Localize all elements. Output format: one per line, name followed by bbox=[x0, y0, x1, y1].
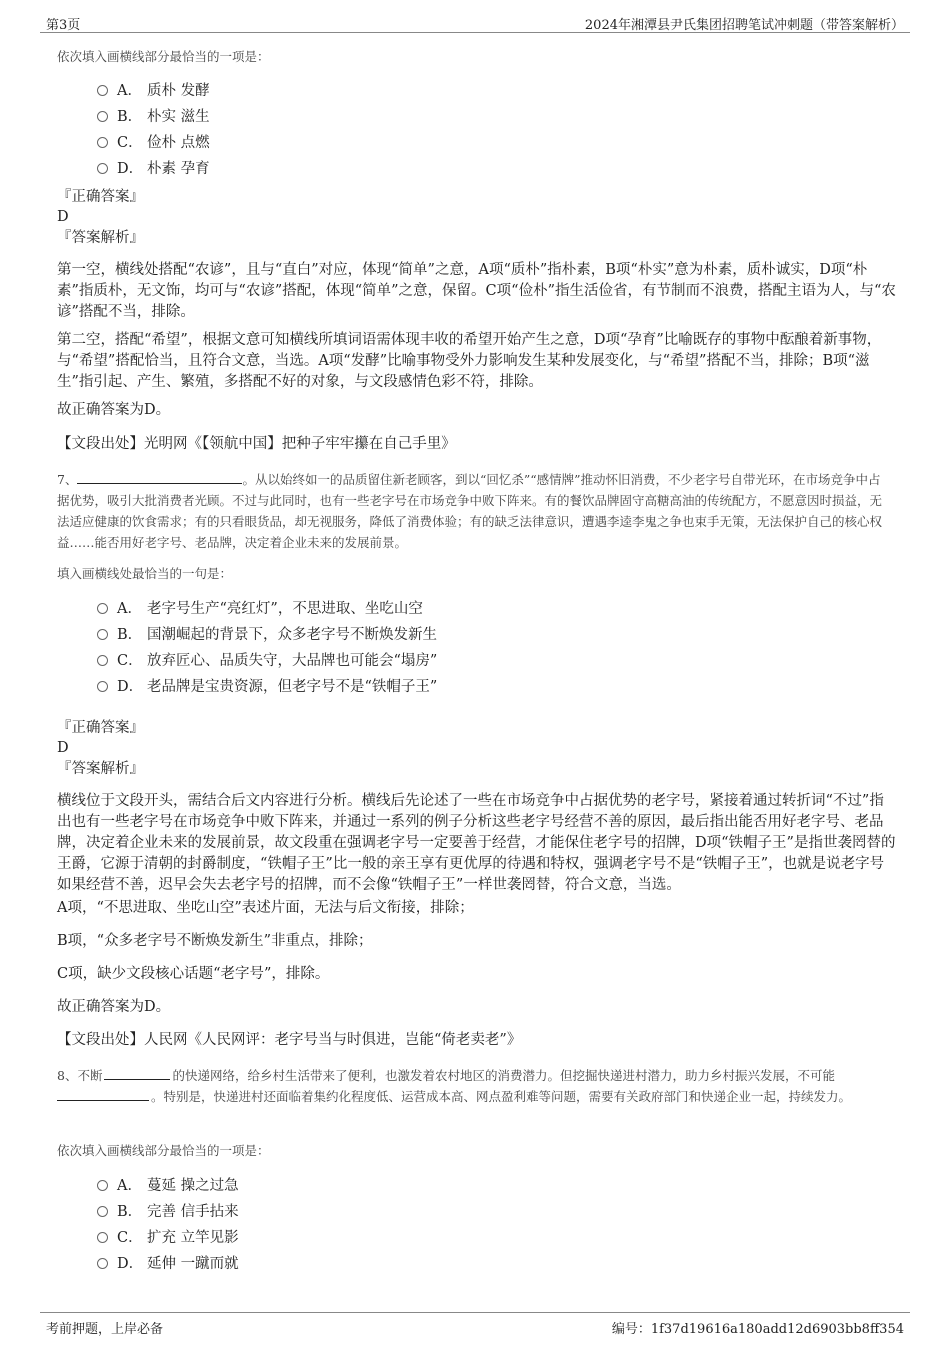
footer-slogan: 考前押题，上岸必备 bbox=[46, 1322, 164, 1337]
radio-icon[interactable] bbox=[97, 163, 108, 174]
answer-label: 『正确答案』 bbox=[57, 720, 144, 736]
answer-value: D bbox=[57, 209, 69, 225]
q8-option-c[interactable]: C． 扩充 立竿见影 bbox=[97, 1227, 239, 1249]
answer-label: 『正确答案』 bbox=[57, 189, 144, 205]
q6-option-b[interactable]: B． 朴实 滋生 bbox=[97, 106, 210, 128]
q7-option-a[interactable]: A． 老字号生产“亮红灯”，不思进取、坐吃山空 bbox=[97, 598, 423, 620]
source-citation: 【文段出处】人民网《人民网评：老字号当与时俱进，岂能“倚老卖老”》 bbox=[57, 1032, 522, 1048]
analysis-paragraph: 第二空，搭配“希望”，根据文意可知横线所填词语需体现丰收的希望开始产生之意，D项“孕育”比喻既存的事物中酝酿着新事物，与“希望”搭配恰当，且符合文意，当选。A项“发酵”比喻事物受外力影响发生某种发展变化，与“希望”搭配不当，排除；B项“滋生”指引起、产生、繁殖，多搭配不好的对象，与文段感情色彩不符，排除。 bbox=[57, 332, 882, 390]
analysis-label: 『答案解析』 bbox=[57, 761, 144, 777]
radio-icon[interactable] bbox=[97, 85, 108, 96]
analysis-paragraph: A项，“不思进取、坐吃山空”表述片面，无法与后文衔接，排除； bbox=[57, 900, 474, 916]
radio-icon[interactable] bbox=[97, 603, 108, 614]
q8-option-d[interactable]: D． 延伸 一蹴而就 bbox=[97, 1253, 239, 1275]
radio-icon[interactable] bbox=[97, 111, 108, 122]
fill-blank bbox=[104, 1065, 170, 1080]
fill-blank bbox=[57, 1086, 149, 1101]
q7-stem: 7、 。从以始终如一的品质留住新老顾客，到以“回忆杀”“感情牌”推动怀旧消费，不少老字号自带光环，在市场竞争中占据优势，吸引大批消费者光顾。不过与此同时，也有一些老字号在市场竞争中败下阵来。有的餐饮品牌固守高糖高油的传统配方，不愿意因时损益，无法适应健康的饮食需求；有的只看眼货品，却无视服务，降低了消费体验；有的缺乏法律意识，遭遇李逵李鬼之争也束手无策，无法保护自己的核心权益……能否用好老字号、老品牌，决定着企业未来的发展前景。 bbox=[57, 469, 893, 553]
radio-icon[interactable] bbox=[97, 137, 108, 148]
q7-option-b[interactable]: B． 国潮崛起的背景下，众多老字号不断焕发新生 bbox=[97, 624, 437, 646]
radio-icon[interactable] bbox=[97, 655, 108, 666]
radio-icon[interactable] bbox=[97, 1232, 108, 1243]
fill-blank bbox=[77, 469, 242, 484]
q8-option-b[interactable]: B． 完善 信手拈来 bbox=[97, 1201, 239, 1223]
document-title: 2024年湘潭县尹氏集团招聘笔试冲刺题（带答案解析） bbox=[584, 18, 904, 33]
analysis-conclusion: 故正确答案为D。 bbox=[57, 402, 171, 418]
q8-option-a[interactable]: A． 蔓延 操之过急 bbox=[97, 1175, 239, 1197]
page-footer bbox=[40, 1312, 910, 1335]
analysis-paragraph: B项，“众多老字号不断焕发新生”非重点，排除； bbox=[57, 933, 373, 949]
source-citation: 【文段出处】光明网《【领航中国】把种子牢牢攥在自己手里》 bbox=[57, 436, 456, 452]
q6-option-d[interactable]: D． 朴素 孕育 bbox=[97, 158, 210, 180]
analysis-paragraph: 第一空，横线处搭配“农谚”，且与“直白”对应，体现“简单”之意，A项“质朴”指朴素，B项“朴实”意为朴素，质朴诚实，D项“朴素”指质朴，无文饰，均可与“农谚”搭配，体现“简单”之意，保留。C项“俭朴”指生活俭省，有节制而不浪费，搭配主语为人，与“农谚”搭配不当，排除。 bbox=[57, 262, 896, 320]
radio-icon[interactable] bbox=[97, 1180, 108, 1191]
analysis-conclusion: 故正确答案为D。 bbox=[57, 999, 171, 1015]
answer-value: D bbox=[57, 740, 69, 756]
radio-icon[interactable] bbox=[97, 1206, 108, 1217]
q7-option-c[interactable]: C． 放弃匠心、品质失守，大品牌也可能会“塌房” bbox=[97, 650, 437, 672]
page-number: 第3页 bbox=[46, 18, 81, 33]
document-id: 编号：1f37d19616a180add12d6903bb8ff354 bbox=[611, 1322, 904, 1337]
q8-stem: 8、不断 的快递网络，给乡村生活带来了便利，也激发着农村地区的消费潜力。但挖掘快递进村潜力，助力乡村振兴发展，不可能。特别是，快递进村还面临着集约化程度低、运营成本高、网点盈利难等问题，需要有关政府部门和快递企业一起，持续发力。 bbox=[57, 1065, 893, 1107]
analysis-paragraph: C项，缺少文段核心话题“老字号”，排除。 bbox=[57, 966, 330, 982]
radio-icon[interactable] bbox=[97, 629, 108, 640]
q6-prompt: 依次填入画横线部分最恰当的一项是： bbox=[57, 49, 270, 64]
radio-icon[interactable] bbox=[97, 1258, 108, 1269]
analysis-label: 『答案解析』 bbox=[57, 230, 144, 246]
q6-option-c[interactable]: C． 俭朴 点燃 bbox=[97, 132, 210, 154]
q7-prompt: 填入画横线处最恰当的一句是： bbox=[57, 566, 233, 581]
q6-option-a[interactable]: A． 质朴 发酵 bbox=[97, 80, 210, 102]
analysis-paragraph: 横线位于文段开头，需结合后文内容进行分析。横线后先论述了一些在市场竞争中占据优势的老字号，紧接着通过转折词“不过”指出也有一些老字号在市场竞争中败下阵来，并通过一系列的例子分析这些老字号经营不善的原因，最后指出能否用好老字号、老品牌，决定着企业未来的发展前景，故文段重在强调老字号一定要善于经营，才能保住老字号的招牌，D项“铁帽子王”是指世袭罔替的王爵，它源于清朝的封爵制度，“铁帽子王”比一般的亲王享有更优厚的待遇和特权，强调老字号不是“铁帽子王”，也就是说老字号如果经营不善，迟早会失去老字号的招牌，而不会像“铁帽子王”一样世袭罔替，符合文意，当选。 bbox=[57, 793, 896, 893]
q8-prompt: 依次填入画横线部分最恰当的一项是： bbox=[57, 1143, 270, 1158]
q7-option-d[interactable]: D． 老品牌是宝贵资源，但老字号不是“铁帽子王” bbox=[97, 676, 437, 698]
page-header bbox=[40, 12, 910, 33]
radio-icon[interactable] bbox=[97, 681, 108, 692]
